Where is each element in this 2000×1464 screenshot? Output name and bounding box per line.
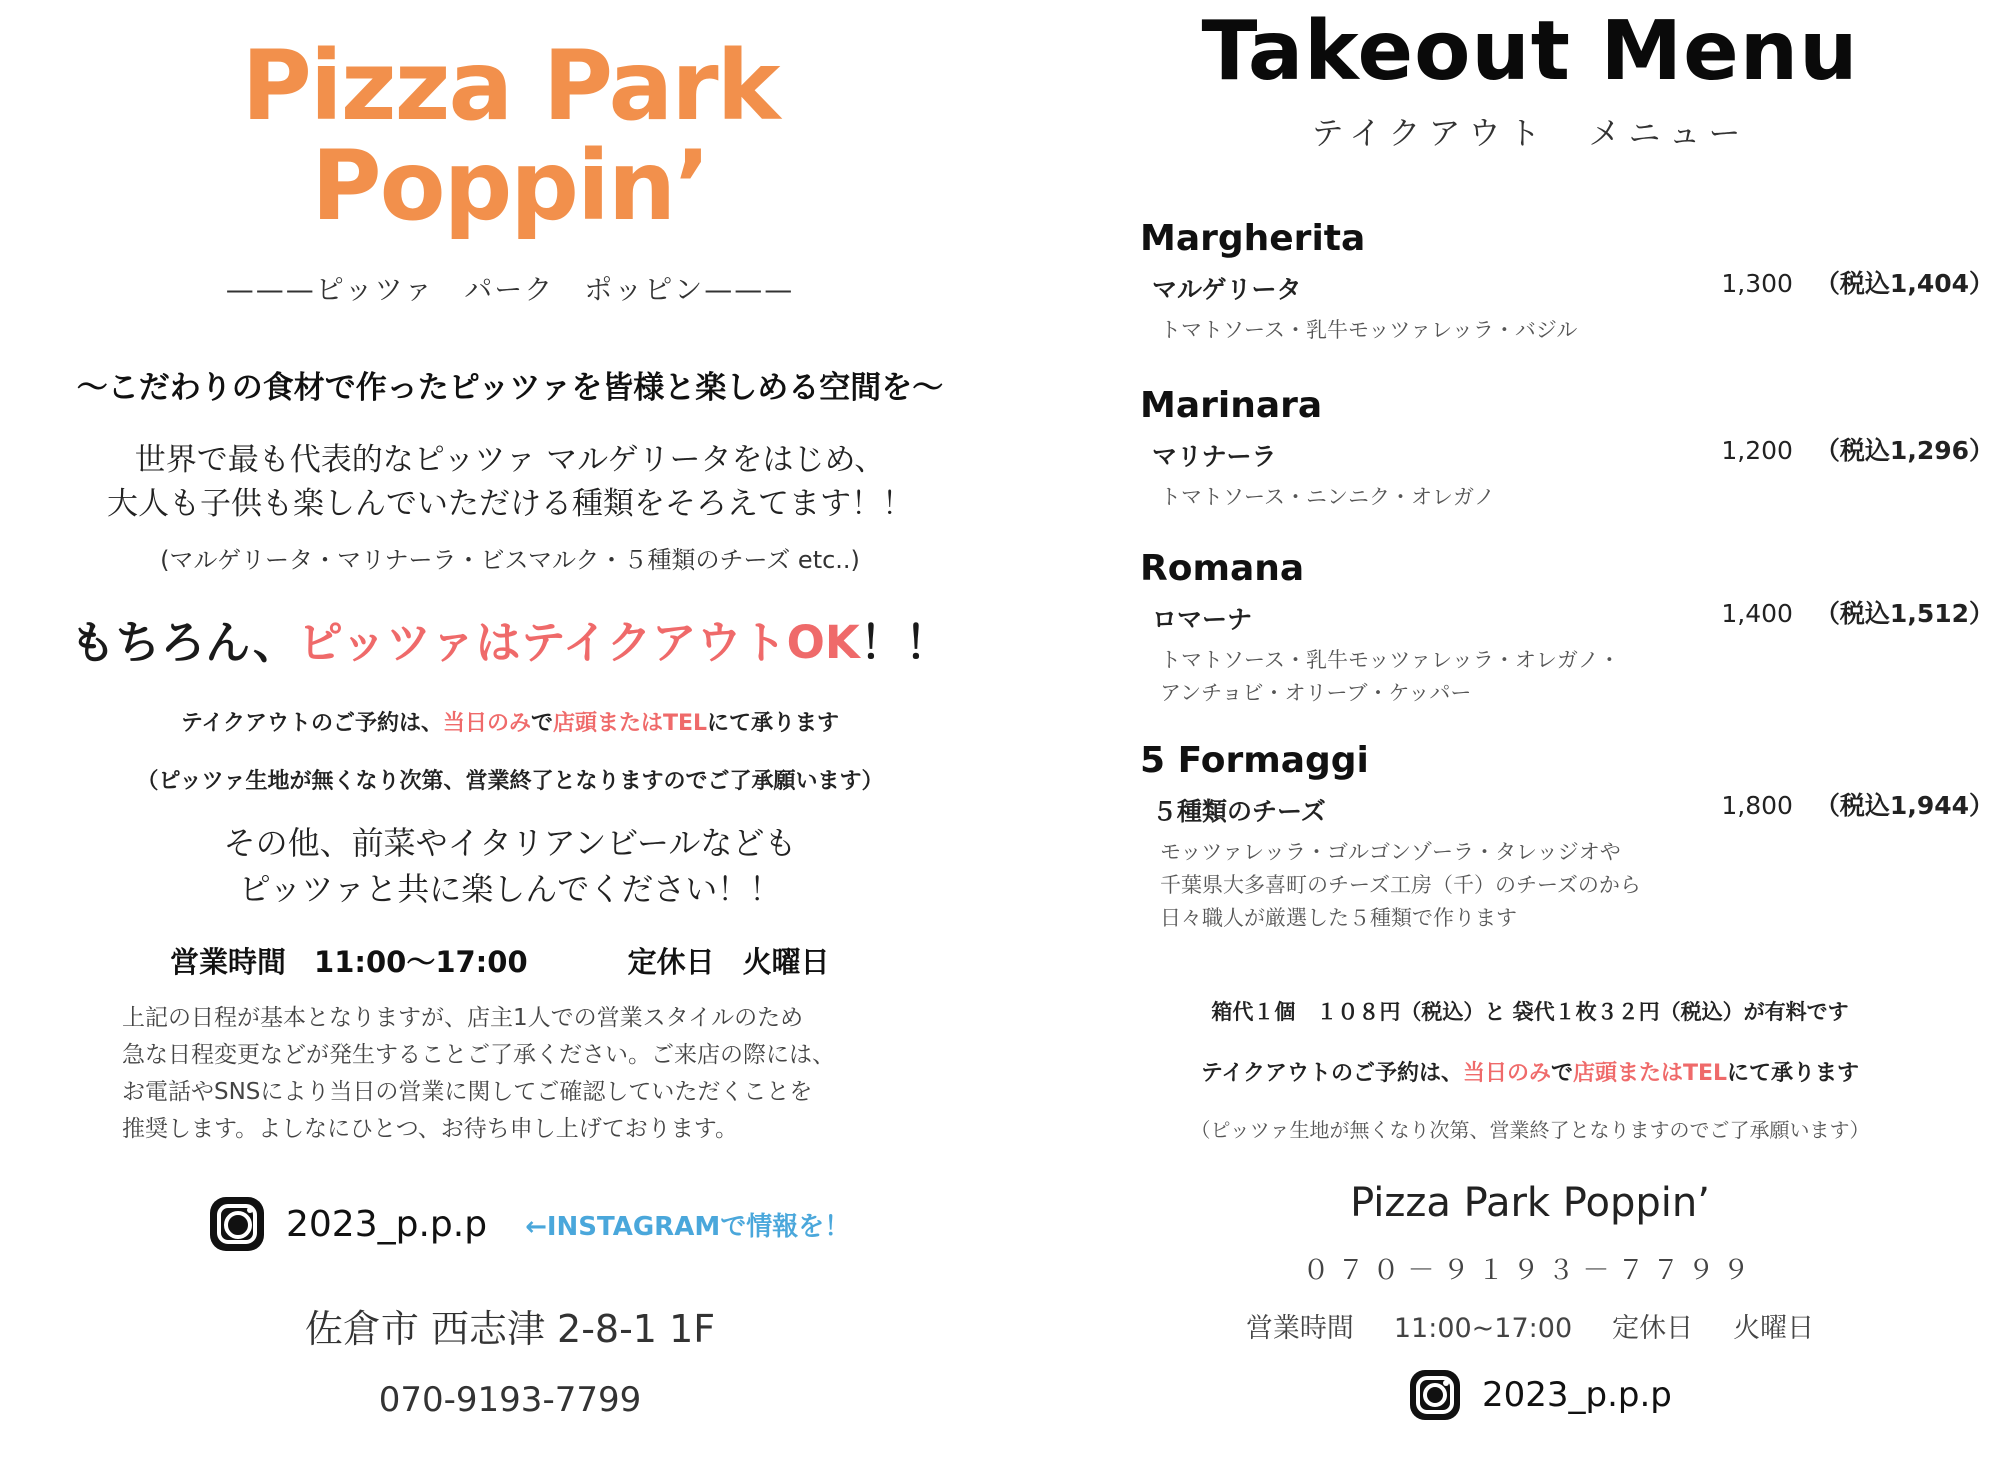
price-value: 1,400 xyxy=(1721,599,1793,628)
brand-kana: ———ピッツァ パーク ポッピン——— xyxy=(225,273,795,306)
menu-item-description: トマトソース・乳牛モッツァレッラ・オレガノ・ アンチョビ・オリーブ・ケッパー xyxy=(1160,648,1620,705)
menu-item-price xyxy=(1721,431,1994,467)
menu-item-price xyxy=(1721,786,1994,822)
intro-examples: (マルゲリータ・マリナーラ・ビスマルク・５種類のチーズ etc..) xyxy=(160,546,860,574)
takeout-menu xyxy=(1060,0,2000,1464)
dough-note: （ピッツァ生地が無くなり次第、営業終了となりますのでご了承願います） xyxy=(136,769,884,794)
price-with-tax: （税込1,296） xyxy=(1814,436,1994,465)
reservation-text: で xyxy=(530,711,553,736)
menu-item xyxy=(1140,385,2000,509)
takeout-highlight: ピッツァはテイクアウトOK xyxy=(297,616,860,669)
menu-item-description: トマトソース・乳牛モッツァレッラ・バジル xyxy=(1160,318,1578,342)
hours-label: 営業時間 xyxy=(1245,1313,1354,1344)
menu-item-name: Margherita xyxy=(1140,218,1366,259)
menu-item-name: 5 Formaggi xyxy=(1140,740,1369,781)
menu-item xyxy=(1140,218,2000,342)
hours-value: 11:00~17:00 xyxy=(1393,1313,1573,1344)
reservation-text: で xyxy=(1550,1061,1573,1086)
shop-phone: ０７０－９１９３－７７９９ xyxy=(1302,1255,1758,1286)
price-with-tax: （税込1,404） xyxy=(1814,269,1994,298)
menu-item-jp-name: ５種類のチーズ xyxy=(1152,797,1326,826)
menu-item-price xyxy=(1721,594,1994,630)
intro-line: 世界で最も代表的なピッツァ マルゲリータをはじめ、 xyxy=(134,442,886,478)
brand-title-line1: Pizza Park xyxy=(241,30,779,142)
brand-title-line2: Poppin’ xyxy=(311,130,709,242)
disclaimer-line: 上記の日程が基本となりますが、店主1人での営業スタイルのため xyxy=(122,1005,804,1031)
takeout-suffix: ！！ xyxy=(859,616,950,669)
instagram-icon xyxy=(1410,1370,1460,1420)
packaging-fee-note: 箱代１個 １０８円（税込）と 袋代１枚３２円（税込）が有料です xyxy=(1211,1000,1849,1024)
menu-item-name: Marinara xyxy=(1140,385,1323,426)
menu-subtitle: テイクアウト メニュー xyxy=(1311,114,1749,152)
menu-item-jp-name: マルゲリータ xyxy=(1152,275,1302,304)
closed-label: 定休日 xyxy=(627,945,715,979)
intro-line: 大人も子供も楽しんでいただける種類をそろえてます！！ xyxy=(107,486,913,522)
reservation-highlight: 店頭またはTEL xyxy=(552,711,708,736)
menu-item-description: トマトソース・ニンニク・オレガノ xyxy=(1160,485,1495,509)
reservation-highlight: 当日のみ xyxy=(1462,1061,1551,1086)
instagram-row xyxy=(1410,1366,1710,1424)
menu-title: Takeout Menu xyxy=(1201,4,1859,99)
shop-name: Pizza Park Poppin’ xyxy=(1350,1180,1710,1226)
price-value: 1,800 xyxy=(1721,791,1793,820)
closed-value: 火曜日 xyxy=(1733,1313,1815,1344)
reservation-text: テイクアウトのご予約は、 xyxy=(1200,1061,1463,1086)
instagram-handle: 2023_p.p.p xyxy=(286,1203,488,1245)
disclaimer-line: 推奨します。よしなにひとつ、お待ち申し上げております。 xyxy=(122,1116,738,1142)
disclaimer-line: お電話やSNSにより当日の営業に関してご確認していただくことを xyxy=(122,1079,813,1105)
instagram-handle: 2023_p.p.p xyxy=(1482,1375,1672,1415)
takeout-prefix: もちろん、 xyxy=(70,616,298,669)
instagram-note: ←INSTAGRAMで情報を！ xyxy=(525,1211,851,1242)
reservation-note xyxy=(0,706,1020,737)
others-line: その他、前菜やイタリアンビールなども xyxy=(223,824,797,862)
closed-value: 火曜日 xyxy=(742,945,830,979)
disclaimer-line: 急な日程変更などが発生することご了承ください。ご来店の際には、 xyxy=(122,1042,835,1068)
business-hours xyxy=(170,940,858,981)
instagram-icon xyxy=(210,1197,264,1251)
shop-phone: 070-9193-7799 xyxy=(378,1380,642,1420)
dough-note: （ピッツァ生地が無くなり次第、営業終了となりますのでご了承願います） xyxy=(1190,1118,1870,1142)
reservation-highlight: 店頭またはTEL xyxy=(1572,1061,1728,1086)
price-with-tax: （税込1,512） xyxy=(1814,599,1994,628)
instagram-row xyxy=(210,1194,850,1254)
menu-item-description: モッツァレッラ・ゴルゴンゾーラ・タレッジオや 千葉県大多喜町のチーズ工房（千）のチーズのから 日々職人が厳選した５種類で作ります xyxy=(1160,840,1641,930)
menu-item-name: Romana xyxy=(1140,548,1305,589)
menu-item-price xyxy=(1721,264,1994,300)
hours-label: 営業時間 xyxy=(170,945,287,979)
price-with-tax: （税込1,944） xyxy=(1814,791,1994,820)
hours-value: 11:00〜17:00 xyxy=(314,945,528,979)
reservation-text: にて承ります xyxy=(707,711,840,736)
reservation-highlight: 当日のみ xyxy=(442,711,531,736)
intro-text xyxy=(0,438,1020,526)
menu-item-jp-name: ロマーナ xyxy=(1152,605,1253,634)
shop-address: 佐倉市 西志津 2-8-1 1F xyxy=(304,1307,716,1351)
price-value: 1,300 xyxy=(1721,269,1793,298)
price-value: 1,200 xyxy=(1721,436,1793,465)
business-hours xyxy=(1060,1306,2000,1345)
reservation-text: テイクアウトのご予約は、 xyxy=(180,711,443,736)
reservation-note xyxy=(1060,1056,2000,1087)
takeout-ok-headline xyxy=(0,606,1020,671)
tagline: 〜こだわりの食材で作ったピッツァを皆様と楽しめる空間を〜 xyxy=(76,370,944,406)
menu-item xyxy=(1140,548,2000,705)
others-line: ピッツァと共に楽しんでください！！ xyxy=(238,870,782,908)
closed-label: 定休日 xyxy=(1612,1313,1694,1344)
others-text xyxy=(0,820,1020,912)
menu-item-jp-name: マリナーラ xyxy=(1152,442,1277,471)
reservation-text: にて承ります xyxy=(1727,1061,1860,1086)
schedule-disclaimer xyxy=(122,1000,942,1148)
menu-item xyxy=(1140,740,2000,930)
